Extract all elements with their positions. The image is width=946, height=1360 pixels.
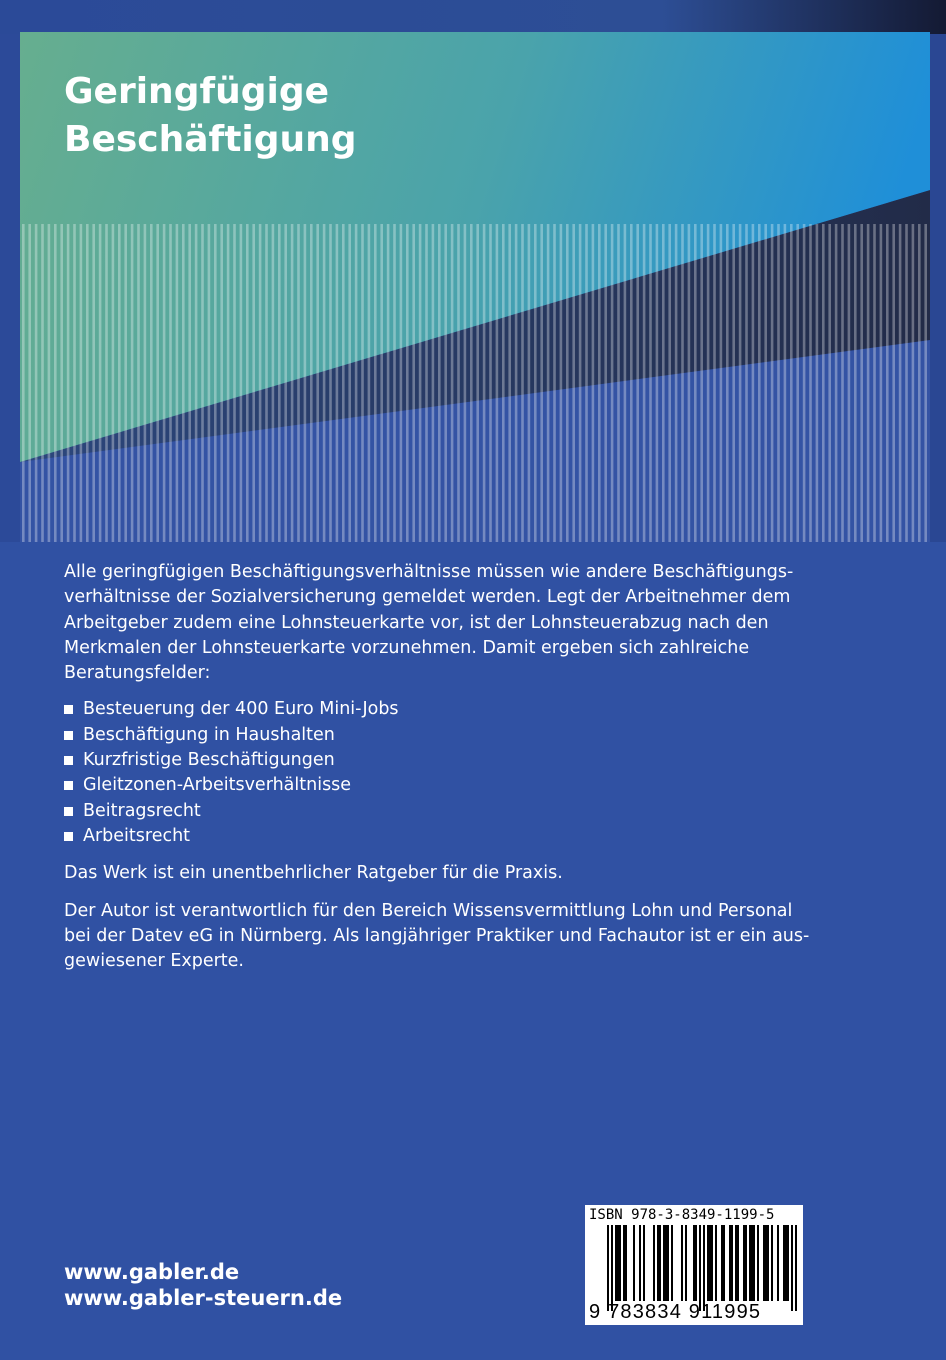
stripe-line: [886, 224, 889, 542]
stripe-line: [99, 224, 102, 542]
stripe-line: [688, 224, 691, 542]
stripe-line: [272, 224, 275, 542]
intro-paragraph: [64, 560, 794, 686]
stripe-line: [668, 224, 671, 542]
stripe-line: [457, 224, 460, 542]
barcode-bar: [633, 1225, 635, 1301]
stripe-line: [803, 224, 806, 542]
author-line: bei der Datev eG in Nürnberg. Als langjähriger Praktiker und Fachautor ist er ein aus-: [64, 925, 810, 946]
stripe-line: [201, 224, 204, 542]
stripe-line: [611, 224, 614, 542]
stripe-line: [726, 224, 729, 542]
stripe-line: [92, 224, 95, 542]
barcode-bar: [785, 1225, 787, 1301]
barcode-bar: [721, 1225, 723, 1301]
stripe-line: [393, 224, 396, 542]
stripe-line: [444, 224, 447, 542]
stripe-line: [924, 224, 927, 542]
feature-label: Beitragsrecht: [83, 800, 201, 821]
stripe-line: [73, 224, 76, 542]
stripe-line: [860, 224, 863, 542]
stripe-line: [118, 224, 121, 542]
stripe-line: [169, 224, 172, 542]
feature-item: [64, 824, 764, 849]
stripe-line: [252, 224, 255, 542]
stripe-line: [796, 224, 799, 542]
stripe-line: [521, 224, 524, 542]
stripe-line: [720, 224, 723, 542]
barcode-bar: [659, 1225, 661, 1301]
stripe-line: [188, 224, 191, 542]
barcode-bar: [699, 1225, 701, 1311]
stripe-line: [892, 224, 895, 542]
barcode-bar: [771, 1225, 773, 1301]
stripe-line: [528, 224, 531, 542]
barcode-bar: [763, 1225, 765, 1301]
barcode-bar: [643, 1225, 645, 1301]
barcode-bar: [607, 1225, 609, 1311]
barcode-bar: [715, 1225, 717, 1301]
stripe-line: [534, 224, 537, 542]
stripe-line: [163, 224, 166, 542]
stripe-line: [451, 224, 454, 542]
isbn-label: ISBN 978-3-8349-1199-5: [589, 1207, 775, 1223]
feature-item: [64, 748, 764, 773]
stripe-line: [790, 224, 793, 542]
stripe-line: [764, 224, 767, 542]
barcode-bar: [665, 1225, 667, 1301]
stripe-line: [156, 224, 159, 542]
stripe-line: [675, 224, 678, 542]
intro-line: Merkmalen der Lohnsteuerkarte vorzunehmen. Damit ergeben sich zahlreiche: [64, 637, 750, 658]
stripe-line: [515, 224, 518, 542]
stripe-line: [867, 224, 870, 542]
feature-label: Besteuerung der 400 Euro Mini-Jobs: [83, 699, 399, 720]
author-paragraph: [64, 899, 810, 975]
stripe-line: [176, 224, 179, 542]
stripe-line: [208, 224, 211, 542]
stripe-line: [848, 224, 851, 542]
stripe-line: [912, 224, 915, 542]
barcode-bar: [791, 1225, 793, 1311]
stripe-line: [585, 224, 588, 542]
intro-line: Arbeitgeber zudem eine Lohnsteuerkarte vor, ist der Lohnsteuerabzug nach den: [64, 612, 769, 633]
barcode-bar: [753, 1225, 755, 1301]
bullet-square-icon: [64, 756, 73, 765]
stripe-line: [438, 224, 441, 542]
barcode-bar: [765, 1225, 767, 1301]
stripe-line: [598, 224, 601, 542]
stripe-line: [336, 224, 339, 542]
bullet-square-icon: [64, 832, 73, 841]
stripe-line: [854, 224, 857, 542]
stripe-line: [777, 224, 780, 542]
stripe-line: [841, 224, 844, 542]
stripe-line: [35, 224, 38, 542]
feature-label: Arbeitsrecht: [83, 825, 191, 846]
stripe-line: [67, 224, 70, 542]
stripe-line: [508, 224, 511, 542]
barcode-bar: [617, 1225, 619, 1301]
barcode-bar: [685, 1225, 687, 1301]
stripe-line: [265, 224, 268, 542]
blurb: [64, 560, 810, 974]
barcode-bar: [695, 1225, 697, 1301]
stripe-line: [816, 224, 819, 542]
barcode-bar: [743, 1225, 745, 1301]
stripe-line: [233, 224, 236, 542]
stripe-line: [604, 224, 607, 542]
stripe-line: [899, 224, 902, 542]
feature-item: [64, 697, 764, 722]
left-edge-band: [0, 34, 20, 542]
intro-line: Beratungsfelder:: [64, 663, 211, 684]
stripe-line: [220, 224, 223, 542]
barcode-bar: [745, 1225, 747, 1301]
stripe-line: [732, 224, 735, 542]
barcode-bar: [667, 1225, 669, 1301]
stripe-line: [713, 224, 716, 542]
stripe-line: [387, 224, 390, 542]
barcode-bar: [767, 1225, 769, 1301]
stripe-line: [278, 224, 281, 542]
stripe-line: [745, 224, 748, 542]
stripe-line: [259, 224, 262, 542]
stripe-line: [636, 224, 639, 542]
stripe-line: [323, 224, 326, 542]
feature-item: [64, 799, 764, 824]
publisher-links: [64, 1259, 342, 1311]
barcode-bar: [653, 1225, 655, 1301]
stripe-line: [496, 224, 499, 542]
stripe-line: [137, 224, 140, 542]
feature-label: Beschäftigung in Haushalten: [83, 724, 335, 745]
stripe-line: [22, 224, 25, 542]
barcode-bar: [711, 1225, 713, 1301]
barcode-bar: [639, 1225, 641, 1301]
stripe-line: [643, 224, 646, 542]
stripe-line: [617, 224, 620, 542]
stripe-line: [476, 224, 479, 542]
stripe-line: [374, 224, 377, 542]
bullet-square-icon: [64, 781, 73, 790]
stripe-line: [48, 224, 51, 542]
barcode-bar: [693, 1225, 695, 1301]
stripe-line: [361, 224, 364, 542]
stripe-line: [918, 224, 921, 542]
stripe-line: [822, 224, 825, 542]
stripe-line: [483, 224, 486, 542]
stripe-line: [400, 224, 403, 542]
stripe-line: [873, 224, 876, 542]
book-title: [64, 68, 357, 164]
intro-line: verhältnisse der Sozialversicherung gemeldet werden. Legt der Arbeitnehmer dem: [64, 587, 791, 608]
summary-paragraph: Das Werk ist ein unentbehrlicher Ratgeber für die Praxis.: [64, 863, 563, 884]
stripe-line: [630, 224, 633, 542]
stripe-line: [182, 224, 185, 542]
stripe-line: [105, 224, 108, 542]
barcode-bar: [709, 1225, 711, 1301]
stripe-line: [342, 224, 345, 542]
stripe-line: [560, 224, 563, 542]
stripe-line: [649, 224, 652, 542]
stripe-line: [809, 224, 812, 542]
stripe-line: [28, 224, 31, 542]
stripe-line: [425, 224, 428, 542]
stripe-line: [355, 224, 358, 542]
stripe-line: [329, 224, 332, 542]
stripe-line: [380, 224, 383, 542]
bullet-square-icon: [64, 807, 73, 816]
barcode-bar: [795, 1225, 797, 1311]
stripe-line: [828, 224, 831, 542]
stripe-line: [297, 224, 300, 542]
feature-list: [64, 697, 764, 849]
stripe-line: [80, 224, 83, 542]
stripe-line: [540, 224, 543, 542]
stripe-line: [707, 224, 710, 542]
isbn-barcode-box: [585, 1205, 803, 1325]
stripe-line: [547, 224, 550, 542]
barcode-bar: [707, 1225, 709, 1301]
barcode-bar: [625, 1225, 627, 1301]
barcode-bar: [611, 1225, 613, 1311]
stripe-line: [284, 224, 287, 542]
barcode-bar: [723, 1225, 725, 1301]
stripe-line: [752, 224, 755, 542]
barcode-bar: [731, 1225, 733, 1301]
stripe-line: [41, 224, 44, 542]
stripe-line: [880, 224, 883, 542]
intro-line: Alle geringfügigen Beschäftigungsverhältnisse müssen wie andere Beschäftigungs-: [64, 562, 794, 582]
stripe-line: [348, 224, 351, 542]
stripe-line: [700, 224, 703, 542]
stripe-line: [656, 224, 659, 542]
stripe-line: [694, 224, 697, 542]
stripe-line: [310, 224, 313, 542]
feature-item: [64, 773, 764, 798]
barcode-bar: [657, 1225, 659, 1301]
stripe-line: [86, 224, 89, 542]
stripe-line: [553, 224, 556, 542]
barcode-bar: [777, 1225, 779, 1301]
bullet-square-icon: [64, 705, 73, 714]
top-gradient-band: [0, 0, 946, 34]
stripe-line: [592, 224, 595, 542]
stripe-line: [835, 224, 838, 542]
stripe-line: [291, 224, 294, 542]
barcode-bar: [615, 1225, 617, 1301]
stripe-line: [489, 224, 492, 542]
right-edge-band: [930, 34, 946, 542]
title-line-2: Beschäftigung: [64, 119, 357, 160]
bullet-square-icon: [64, 731, 73, 740]
stripe-line: [227, 224, 230, 542]
stripe-line: [502, 224, 505, 542]
feature-label: Gleitzonen-Arbeitsverhältnisse: [83, 775, 352, 796]
stripe-line: [131, 224, 134, 542]
stripe-line: [739, 224, 742, 542]
stripe-line: [566, 224, 569, 542]
barcode-bar: [623, 1225, 625, 1301]
stripe-line: [771, 224, 774, 542]
stripe-line: [144, 224, 147, 542]
publisher-link[interactable]: www.gabler.de: [64, 1260, 240, 1284]
stripe-line: [470, 224, 473, 542]
stripe-line: [304, 224, 307, 542]
barcode-bar: [663, 1225, 665, 1301]
stripe-line: [464, 224, 467, 542]
feature-item: [64, 723, 764, 748]
stripe-line: [572, 224, 575, 542]
title-line-1: Geringfügige: [64, 71, 330, 112]
publisher-link[interactable]: www.gabler-steuern.de: [64, 1286, 343, 1310]
barcode-bar: [671, 1225, 673, 1301]
author-line: Der Autor ist verantwortlich für den Bereich Wissensvermittlung Lohn und Personal: [64, 900, 793, 921]
barcode-bar: [681, 1225, 683, 1301]
stripe-line: [150, 224, 153, 542]
feature-label: Kurzfristige Beschäftigungen: [83, 750, 335, 771]
barcode-bar: [757, 1225, 759, 1301]
stripe-line: [681, 224, 684, 542]
stripe-line: [419, 224, 422, 542]
barcode-bar: [783, 1225, 785, 1301]
stripe-line: [406, 224, 409, 542]
barcode-bar: [787, 1225, 789, 1301]
barcode-bar: [735, 1225, 737, 1301]
barcode-bar: [749, 1225, 751, 1301]
stripe-line: [54, 224, 57, 542]
author-line: gewiesener Experte.: [64, 951, 244, 972]
stripe-line: [432, 224, 435, 542]
barcode-bar: [751, 1225, 753, 1301]
barcode-bar: [737, 1225, 739, 1301]
stripe-line: [579, 224, 582, 542]
barcode-bar: [729, 1225, 731, 1301]
stripe-line: [412, 224, 415, 542]
stripe-line: [214, 224, 217, 542]
stripe-line: [124, 224, 127, 542]
stripe-line: [784, 224, 787, 542]
stripe-line: [246, 224, 249, 542]
stripe-line: [195, 224, 198, 542]
stripe-line: [905, 224, 908, 542]
stripe-line: [60, 224, 63, 542]
stripe-line: [624, 224, 627, 542]
stripe-line: [662, 224, 665, 542]
ean-number: 9 783834 911995: [589, 1301, 762, 1323]
stripe-line: [368, 224, 371, 542]
stripe-line: [758, 224, 761, 542]
stripe-line: [112, 224, 115, 542]
stripe-line: [316, 224, 319, 542]
barcode-bar: [619, 1225, 621, 1301]
stripe-line: [240, 224, 243, 542]
barcode-bar: [703, 1225, 705, 1311]
